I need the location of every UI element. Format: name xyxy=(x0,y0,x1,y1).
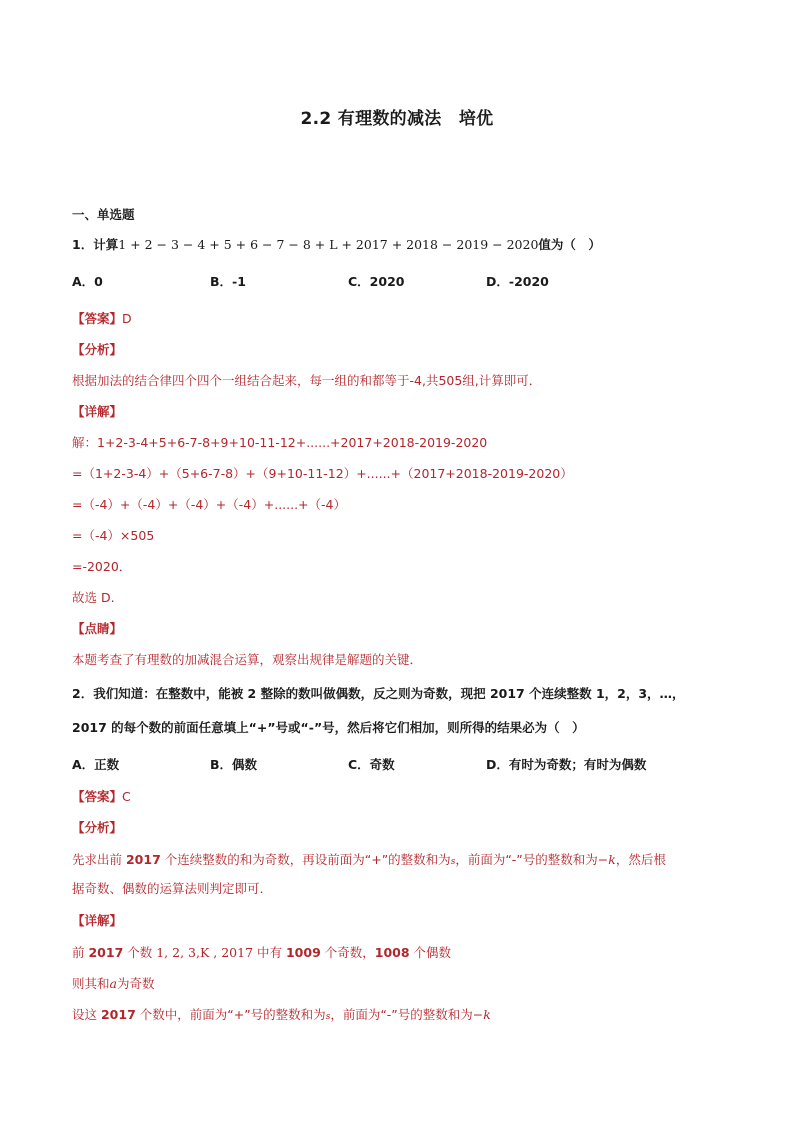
text-span: 个偶数 xyxy=(409,945,452,960)
answer-label: 【答案】 xyxy=(72,311,123,326)
question-1-step-6: 故选 D. xyxy=(72,590,115,605)
number-span: 2017 xyxy=(88,945,124,960)
question-1-comment: 本题考查了有理数的加减混合运算，观察出规律是解题的关键． xyxy=(72,652,423,667)
text-span: ，然后根 xyxy=(615,852,666,867)
question-1-analysis-label: 【分析】 xyxy=(72,342,123,357)
question-2-analysis-label: 【分析】 xyxy=(72,820,123,835)
question-1-step-2: =（1+2-3-4）+（5+6-7-8）+（9+10-11-12）+......+（2017+2018-2019-2020） xyxy=(72,466,573,481)
question-2-answer xyxy=(72,788,131,806)
math-sequence: 1, 2, 3,K , 2017 xyxy=(156,945,254,960)
math-variable-a: a xyxy=(109,976,117,991)
question-2-detail-line-1 xyxy=(72,944,451,962)
question-1-number: 1．计算 xyxy=(72,237,119,252)
number-span: 2017 xyxy=(125,852,161,867)
question-1-expression: 1 + 2 − 3 − 4 + 5 + 6 − 7 − 8 + L + 2017 + 2018 − 2019 − 2020 xyxy=(118,237,539,252)
question-1-step-1: 解：1+2-3-4+5+6-7-8+9+10-11-12+......+2017+2018-2019-2020 xyxy=(72,435,488,450)
question-2-analysis-line-1 xyxy=(72,851,666,871)
text-span: 设这 xyxy=(72,1007,101,1022)
question-1-option-d: D．-2020 xyxy=(486,274,549,289)
question-1-option-a: A．0 xyxy=(72,274,103,289)
math-variable-s: s xyxy=(450,857,456,867)
question-2-stem-line-1: 2．我们知道：在整数中，能被 2 整除的数叫做偶数，反之则为奇数，现把 2017 个连续整数 1，2，3，…， xyxy=(72,686,685,701)
answer-value: C xyxy=(122,789,131,804)
text-span: 前 xyxy=(72,945,89,960)
question-2-detail-line-2 xyxy=(72,975,154,993)
number-span: 2017 xyxy=(100,1007,136,1022)
question-1-comment-label: 【点睛】 xyxy=(72,621,123,636)
question-2-option-d: D．有时为奇数；有时为偶数 xyxy=(486,757,647,772)
question-1-option-c: C．2020 xyxy=(348,274,405,289)
text-span: 则其和 xyxy=(72,976,110,991)
answer-value: D xyxy=(122,311,132,326)
question-1-step-4: =（-4）×505 xyxy=(72,528,155,543)
question-1-step-5: =-2020． xyxy=(72,559,132,574)
math-variable-neg-k: −k xyxy=(472,1007,491,1022)
answer-label: 【答案】 xyxy=(72,789,123,804)
question-2-option-b: B．偶数 xyxy=(210,757,258,772)
question-2-analysis-line-2: 据奇数、偶数的运算法则判定即可. xyxy=(72,881,264,896)
math-variable-s: s xyxy=(325,1012,331,1022)
question-1-detail-label: 【详解】 xyxy=(72,404,123,419)
question-1-stem xyxy=(72,236,601,254)
question-2-detail-line-3 xyxy=(72,1006,491,1026)
question-2-detail-label: 【详解】 xyxy=(72,913,123,928)
text-span: 个数中，前面为“+”号的整数和为 xyxy=(135,1007,326,1022)
text-span: 个奇数， xyxy=(320,945,375,960)
text-span: ，前面为“-”号的整数和为 xyxy=(455,852,598,867)
number-span: 1008 xyxy=(374,945,410,960)
text-span: 为奇数 xyxy=(116,976,155,991)
question-1-analysis: 根据加法的结合律四个四个一组结合起来，每一组的和都等于-4,共505组,计算即可． xyxy=(72,373,542,388)
text-span: 个数 xyxy=(123,945,157,960)
question-2-option-c: C．奇数 xyxy=(348,757,395,772)
text-span: 先求出前 xyxy=(72,852,126,867)
number-span: 1009 xyxy=(285,945,321,960)
text-span: 中有 xyxy=(253,945,286,960)
section-heading: 一、单选题 xyxy=(72,207,135,222)
question-1-step-3: =（-4）+（-4）+（-4）+（-4）+......+（-4） xyxy=(72,497,346,512)
text-span: ，前面为“-”号的整数和为 xyxy=(330,1007,473,1022)
question-2-option-a: A．正数 xyxy=(72,757,120,772)
question-1-answer xyxy=(72,310,132,328)
question-2-stem-line-2: 2017 的每个数的前面任意填上“+”号或“-”号，然后将它们相加，则所得的结果必为（ ） xyxy=(72,720,585,735)
question-1-tail: 值为（ ） xyxy=(538,237,601,252)
page-title: 2.2 有理数的减法 培优 xyxy=(300,109,494,129)
text-span: 个连续整数的和为奇数，再设前面为“+”的整数和为 xyxy=(160,852,451,867)
question-1-option-b: B．-1 xyxy=(210,274,246,289)
math-variable-neg-k: −k xyxy=(597,852,616,867)
